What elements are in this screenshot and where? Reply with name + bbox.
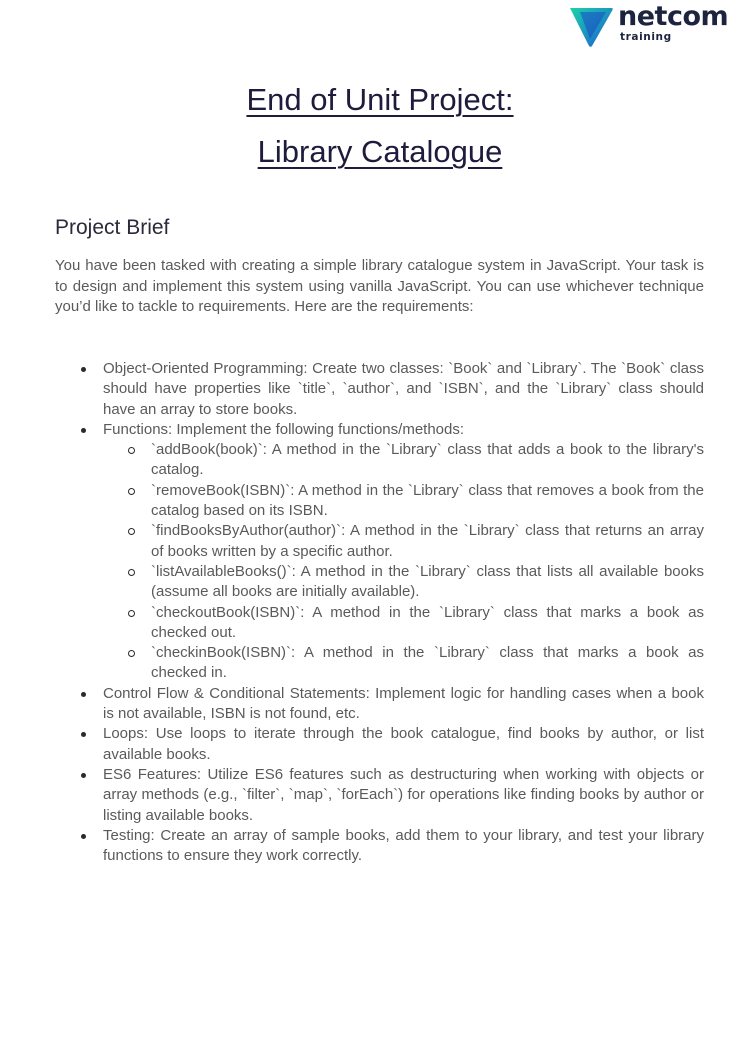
list-item: [103, 826, 704, 867]
list-item: [103, 684, 704, 725]
requirement-text: Object-Oriented Programming: Create two classes: `Book` and `Library`. The `Book` class should have properties like `title`, `author`, and `ISBN`, and the `Library` class should have an array to store books.: [103, 360, 704, 418]
requirement-text: Control Flow & Conditional Statements: Implement logic for handling cases when a book is not available, ISBN is not found, etc.: [103, 684, 704, 723]
function-item: `removeBook(ISBN)`: A method in the `Library` class that removes a book from the catalog based on its ISBN.: [151, 481, 704, 522]
function-item: `checkinBook(ISBN)`: A method in the `Library` class that marks a book as checked in.: [151, 643, 704, 684]
requirements-list: [55, 359, 704, 866]
requirement-text: Functions: Implement the following functions/methods:: [103, 420, 465, 438]
function-item: `listAvailableBooks()`: A method in the `Library` class that lists all available books (assume all books are initially available).: [151, 562, 704, 603]
logo-wordmark: netcom: [618, 1, 729, 32]
project-brief-text: You have been tasked with creating a simple library catalogue system in JavaScript. Your task is to design and implement this system using vanilla JavaScript. You can use whichever technique you’d like to tackle to requirements. Here are the requirements:: [55, 257, 704, 315]
list-item: [103, 724, 704, 765]
page-title: [0, 74, 752, 178]
project-brief-heading: Project Brief: [55, 216, 170, 239]
list-item: [103, 359, 704, 420]
function-item: `findBooksByAuthor(author)`: A method in the `Library` class that returns an array of books written by a specific author.: [151, 521, 704, 562]
netcom-logo: [568, 1, 738, 48]
function-item: `checkoutBook(ISBN)`: A method in the `Library` class that marks a book as checked out.: [151, 603, 704, 644]
functions-list: [103, 440, 704, 684]
requirement-text: Loops: Use loops to iterate through the book catalogue, find books by author, or list available books.: [103, 725, 704, 763]
title-line-1: End of Unit Project:: [246, 82, 514, 117]
title-line-2: Library Catalogue: [257, 134, 503, 169]
list-item: [103, 420, 704, 684]
logo-subtext: training: [620, 31, 672, 43]
list-item: [103, 765, 704, 826]
requirement-text: Testing: Create an array of sample books, add them to your library, and test your library functions to ensure they work correctly.: [103, 826, 704, 865]
netcom-logo-mark-icon: [568, 4, 614, 48]
requirement-text: ES6 Features: Utilize ES6 features such as destructuring when working with objects or array methods (e.g., `filter`, `map`, `forEach`) for operations like finding books by author or listing available books.: [103, 765, 704, 824]
function-item: `addBook(book)`: A method in the `Library` class that adds a book to the library's catalog.: [151, 440, 704, 481]
